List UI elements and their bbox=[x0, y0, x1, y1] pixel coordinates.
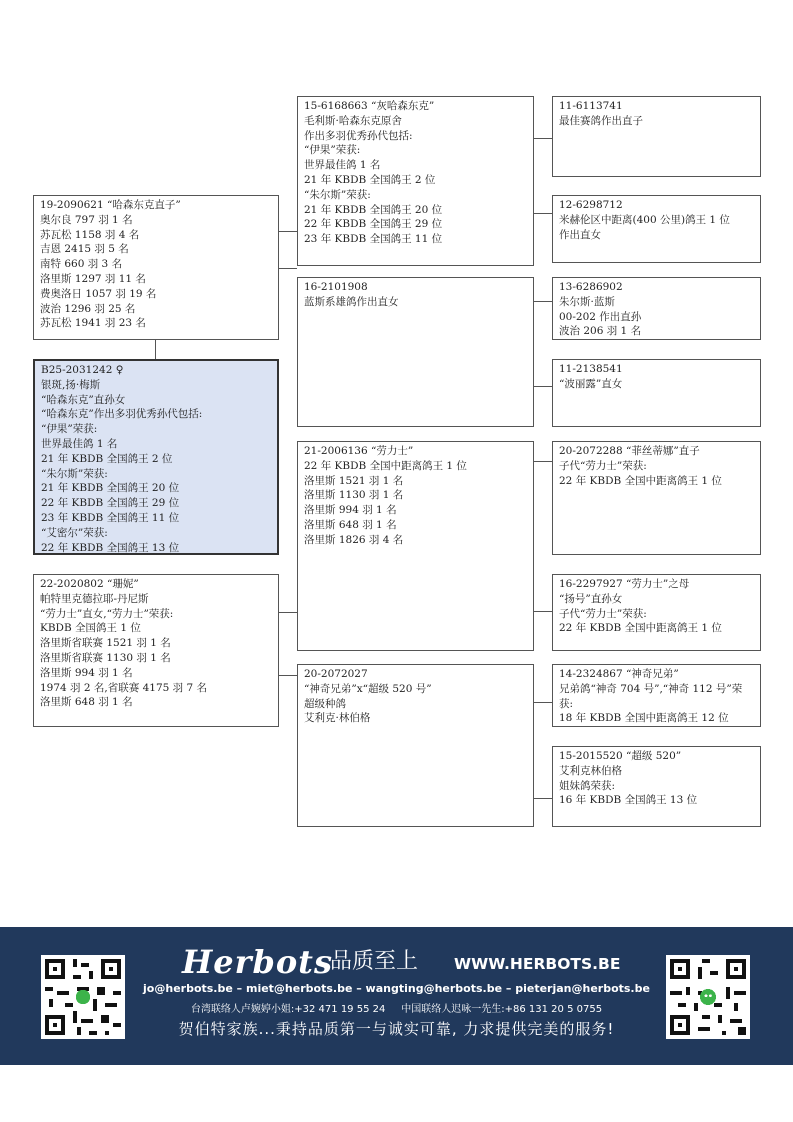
connector-gp1-ggp2 bbox=[533, 213, 552, 214]
connector-gp4-ggp7 bbox=[533, 702, 552, 703]
grandparent-box-1: 15-6168663 “灰哈森东克” 毛利斯·哈森东克原舍 作出多羽优秀孙代包括: “伊果”荣获: 世界最佳鸽 1 名 21 年 KBDB 全国鸽王 2 位 “朱尔斯”荣获: 21 年 KBDB 全国鸽王 20 位 22 年 KBDB 全国鸽王 29 位 23 年 KBDB 全国鸽王 11 位 bbox=[297, 96, 534, 266]
connector-gp3-ggp5 bbox=[533, 461, 552, 462]
great-grandparent-box-8: 15-2015520 “超级 520” 艾利克林伯格 姐妹鸽荣获: 16 年 KBDB 全国鸽王 13 位 bbox=[552, 746, 761, 827]
connector-gp4-ggp8 bbox=[533, 798, 552, 799]
great-grandparent-box-3: 13-6286902 朱尔斯·蓝斯 00-202 作出直孙 波治 206 羽 1 名 bbox=[552, 277, 761, 340]
subject-box: B25-2031242 ♀ 银斑,扬·梅斯 “哈森东克”直孙女 “哈森东克”作出多羽优秀孙代包括: “伊果”荣获: 世界最佳鸽 1 名 21 年 KBDB 全国鸽王 2 位 “朱尔斯”荣获: 21 年 KBDB 全国鸽王 20 位 22 年 KBDB 全国鸽王 29 位 23 年 KBDB 全国鸽王 11 位 “艾密尔”荣获: 22 年 KBDB 全国鸽王 13 位 bbox=[33, 359, 279, 555]
grandparent-box-3: 21-2006136 “劳力士” 22 年 KBDB 全国中距离鸽王 1 位 洛里斯 1521 羽 1 名 洛里斯 1130 羽 1 名 洛里斯 994 羽 1 名 洛里斯 648 羽 1 名 洛里斯 1826 羽 4 名 bbox=[297, 441, 534, 651]
brand-tagline: 品质至上 bbox=[330, 949, 419, 974]
connector-gp2-ggp4 bbox=[533, 386, 552, 387]
connector-gp3-ggp6 bbox=[533, 611, 552, 612]
connector-sire-subject bbox=[155, 340, 156, 359]
grandparent-box-4: 20-2072027 “神奇兄弟”x“超级 520 号” 超级种鸽 艾利克·林伯格 bbox=[297, 664, 534, 827]
connector-gp2-ggp3 bbox=[533, 301, 552, 302]
brand-block bbox=[182, 945, 642, 979]
email-addresses[interactable]: jo@herbots.be – miet@herbots.be – wangting@herbots.be – pieterjan@herbots.be bbox=[143, 982, 650, 995]
connector-gp1-ggp1 bbox=[533, 138, 552, 139]
website-link[interactable]: WWW.HERBOTS.BE bbox=[454, 955, 621, 973]
footer-banner bbox=[0, 927, 793, 1065]
footer-slogan: 贺伯特家族...秉持品质第一与诚实可靠, 力求提供完美的服务! bbox=[178, 1020, 615, 1038]
great-grandparent-box-1: 11-6113741 最佳赛鸽作出直子 bbox=[552, 96, 761, 177]
china-contact: 中国联络人迟咏一先生:+86 131 20 5 0755 bbox=[401, 1004, 603, 1015]
great-grandparent-box-6: 16-2297927 “劳力士”之母 “扬号”直孙女 子代“劳力士”荣获: 22 年 KBDB 全国中距离鸽王 1 位 bbox=[552, 574, 761, 651]
great-grandparent-box-7: 14-2324867 “神奇兄弟” 兄弟鸽“神奇 704 号”,“神奇 112 号”荣获: 18 年 KBDB 全国中距离鸽王 12 位 bbox=[552, 664, 761, 727]
connector-sire-gp1 bbox=[278, 231, 297, 232]
wechat-qr-code-right[interactable] bbox=[666, 955, 750, 1039]
connector-dam-gp3 bbox=[278, 612, 297, 613]
great-grandparent-box-5: 20-2072288 “菲丝蒂娜”直子 子代“劳力士”荣获: 22 年 KBDB 全国中距离鸽王 1 位 bbox=[552, 441, 761, 555]
sire-box: 19-2090621 “哈森东克直子” 奥尔良 797 羽 1 名 苏瓦松 1158 羽 4 名 吉恩 2415 羽 5 名 南特 660 羽 3 名 洛里斯 1297 羽 11 名 费奥洛日 1057 羽 19 名 波治 1296 羽 25 名 苏瓦松 1941 羽 23 名 bbox=[33, 195, 279, 340]
connector-dam-gp4 bbox=[278, 675, 297, 676]
great-grandparent-box-2: 12-6298712 米赫伦区中距离(400 公里)鸽王 1 位 作出直女 bbox=[552, 195, 761, 263]
great-grandparent-box-4: 11-2138541 “波丽露”直女 bbox=[552, 359, 761, 427]
dam-box: 22-2020802 “珊妮” 帕特里克德拉耶-丹尼斯 “劳力士”直女,“劳力士”荣获: KBDB 全国鸽王 1 位 洛里斯省联赛 1521 羽 1 名 洛里斯省联赛 1130 羽 1 名 洛里斯 994 羽 1 名 1974 羽 2 名,省联赛 4175 羽 7 名 洛里斯 648 羽 1 名 bbox=[33, 574, 279, 727]
connector-sire-gp2 bbox=[278, 268, 297, 269]
herbots-logo: Herbots bbox=[182, 943, 333, 981]
grandparent-box-2: 16-2101908 蓝斯系雄鸽作出直女 bbox=[297, 277, 534, 427]
taiwan-contact: 台湾联络人卢婉婷小姐:+32 471 19 55 24 bbox=[190, 1004, 386, 1015]
